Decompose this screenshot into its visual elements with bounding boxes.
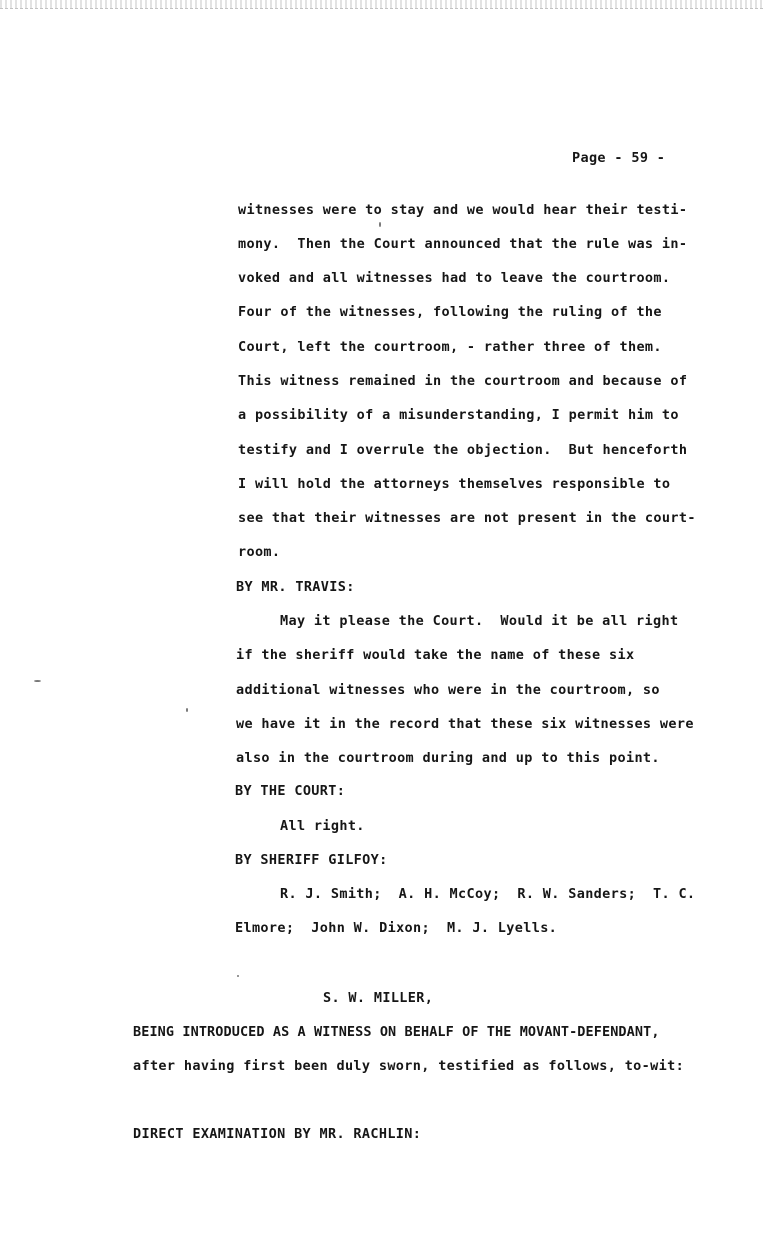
body-line: room. xyxy=(238,544,281,560)
body-line: This witness remained in the courtroom and because of xyxy=(238,373,688,389)
body-line: voked and all witnesses had to leave the courtroom. xyxy=(238,270,671,286)
body-line: also in the courtroom during and up to this point. xyxy=(236,750,660,766)
page-number: Page - 59 - xyxy=(572,150,666,166)
body-line: R. J. Smith; A. H. McCoy; R. W. Sanders; T. C. xyxy=(280,886,696,902)
body-line: All right. xyxy=(280,818,365,834)
body-line: Court, left the courtroom, - rather three of them. xyxy=(238,339,662,355)
witness-intro-line: BEING INTRODUCED AS A WITNESS ON BEHALF OF THE MOVANT-DEFENDANT, xyxy=(133,1024,660,1040)
witness-intro-line: after having first been duly sworn, testified as follows, to-wit: xyxy=(133,1058,685,1074)
body-line: I will hold the attorneys themselves responsible to xyxy=(238,476,671,492)
body-line: witnesses were to stay and we would hear their testi- xyxy=(238,202,688,218)
speaker-label: BY MR. TRAVIS: xyxy=(236,579,355,595)
body-line: Four of the witnesses, following the ruling of the xyxy=(238,304,662,320)
scan-speck xyxy=(379,222,381,227)
body-line: we have it in the record that these six witnesses were xyxy=(236,716,694,732)
body-line: Elmore; John W. Dixon; M. J. Lyells. xyxy=(235,920,558,936)
body-line: additional witnesses who were in the courtroom, so xyxy=(236,682,660,698)
body-line: if the sheriff would take the name of these six xyxy=(236,647,635,663)
body-line: see that their witnesses are not present in the court- xyxy=(238,510,696,526)
witness-heading: S. W. MILLER, xyxy=(323,990,434,1006)
examination-heading: DIRECT EXAMINATION BY MR. RACHLIN: xyxy=(133,1126,422,1142)
body-line: mony. Then the Court announced that the rule was in- xyxy=(238,236,688,252)
scan-speck xyxy=(186,708,188,712)
scan-speck xyxy=(34,680,41,682)
body-line: a possibility of a misunderstanding, I permit him to xyxy=(238,407,679,423)
scan-top-edge xyxy=(0,0,763,9)
scan-speck xyxy=(237,975,239,977)
body-line: May it please the Court. Would it be all right xyxy=(280,613,679,629)
speaker-label: BY THE COURT: xyxy=(235,783,346,799)
body-line: testify and I overrule the objection. But henceforth xyxy=(238,442,688,458)
speaker-label: BY SHERIFF GILFOY: xyxy=(235,852,388,868)
